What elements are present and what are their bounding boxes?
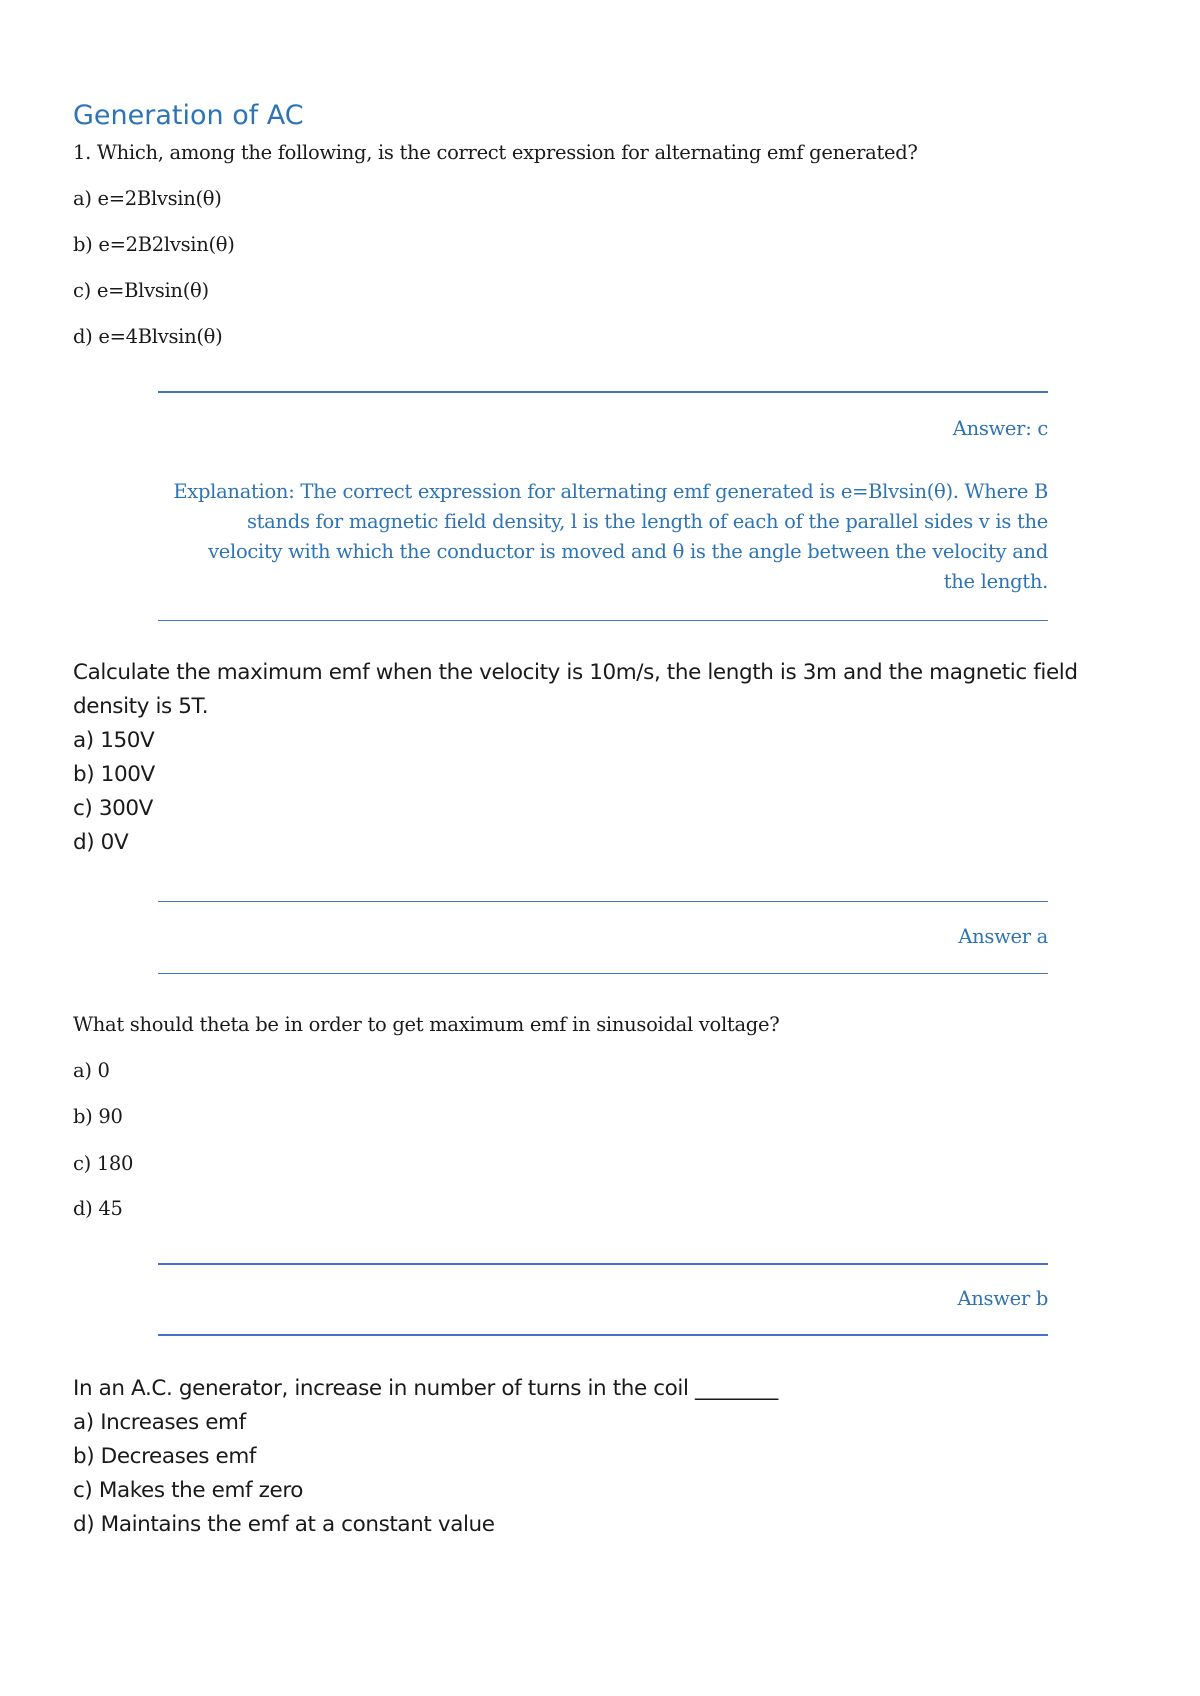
explanation-line: velocity with which the conductor is moved and θ is the angle between the velocity and (208, 540, 1048, 563)
explanation-line: stands for magnetic field density, l is the length of each of the parallel sides v is the (246, 510, 1048, 533)
question-1-option-a: a) e=2Blvsin(θ) (73, 187, 222, 210)
question-1-answer: Answer: c (952, 417, 1048, 440)
question-3-option-c: c) 180 (73, 1152, 134, 1175)
question-4-option-c: c) Makes the emf zero (73, 1478, 304, 1503)
question-1-option-b: b) e=2B2lvsin(θ) (73, 233, 235, 256)
answer-divider-top (158, 1263, 1048, 1265)
question-2-option-a: a) 150V (73, 728, 155, 753)
question-4-option-b: b) Decreases emf (73, 1444, 257, 1469)
question-3-option-b: b) 90 (73, 1105, 123, 1128)
question-4-option-d: d) Maintains the emf at a constant value (73, 1512, 495, 1537)
question-4-option-a: a) Increases emf (73, 1410, 246, 1435)
question-2-option-b: b) 100V (73, 762, 155, 787)
answer-divider-bottom (158, 620, 1048, 621)
question-3-answer: Answer b (957, 1287, 1048, 1310)
question-2-option-d: d) 0V (73, 830, 129, 855)
question-1-option-d: d) e=4Blvsin(θ) (73, 325, 223, 348)
explanation-line: Explanation: The correct expression for alternating emf generated is e=Blvsin(θ). Where B (173, 480, 1048, 503)
question-1-option-c: c) e=Blvsin(θ) (73, 279, 209, 302)
page-title: Generation of AC (73, 100, 304, 131)
question-2-option-c: c) 300V (73, 796, 153, 821)
answer-divider-bottom (158, 1334, 1048, 1336)
question-3-option-a: a) 0 (73, 1059, 110, 1082)
question-2-text-line-2: density is 5T. (73, 694, 209, 719)
answer-divider-bottom (158, 973, 1048, 974)
question-4-text: In an A.C. generator, increase in number of turns in the coil ________ (73, 1376, 778, 1401)
question-3-text: What should theta be in order to get maximum emf in sinusoidal voltage? (73, 1013, 780, 1036)
question-1-text: 1. Which, among the following, is the correct expression for alternating emf generated? (73, 141, 918, 164)
explanation-line: the length. (943, 570, 1048, 593)
answer-divider-top (158, 391, 1048, 393)
question-1-explanation (158, 477, 1048, 597)
answer-divider-top (158, 901, 1048, 902)
question-2-text-line-1: Calculate the maximum emf when the velocity is 10m/s, the length is 3m and the magnetic field (73, 660, 1078, 685)
question-3-option-d: d) 45 (73, 1197, 123, 1220)
question-2-answer: Answer a (958, 925, 1048, 948)
